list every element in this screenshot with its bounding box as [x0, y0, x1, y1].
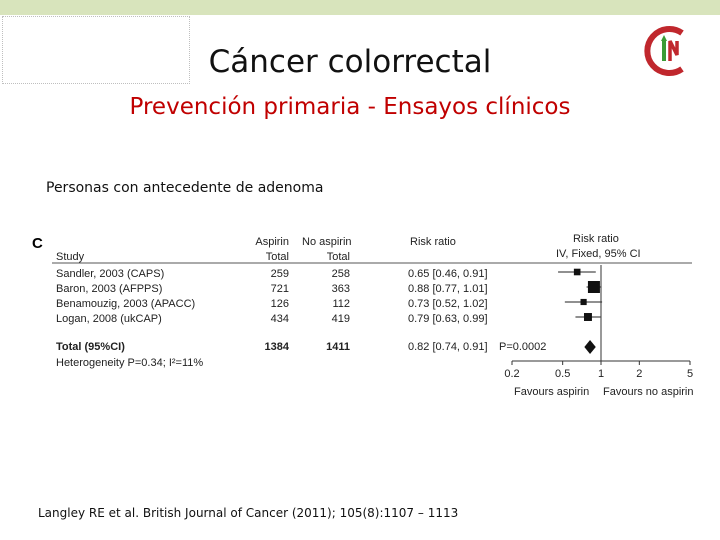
favours-left-label: Favours aspirin — [514, 386, 590, 398]
slide-title: Cáncer colorrectal — [208, 44, 492, 80]
x-tick-label: 1 — [597, 368, 605, 380]
header-group-b-sub: Total — [326, 251, 350, 263]
slide-subtitle: Prevención primaria - Ensayos clínicos — [129, 94, 571, 120]
study-name: Benamouzig, 2003 (APACC) — [56, 298, 196, 310]
pooled-estimate-diamond — [584, 340, 595, 354]
x-tick-label: 5 — [686, 368, 694, 380]
study-aspirin-total: 434 — [270, 313, 289, 325]
point-estimate-square — [581, 299, 587, 305]
total-aspirin: 1384 — [264, 341, 289, 353]
x-tick-label: 0.2 — [504, 368, 520, 380]
study-name: Sandler, 2003 (CAPS) — [56, 268, 165, 280]
study-name: Baron, 2003 (AFPPS) — [56, 283, 163, 295]
study-aspirin-total: 126 — [270, 298, 289, 310]
study-name: Logan, 2008 (ukCAP) — [56, 313, 162, 325]
favours-right-label: Favours no aspirin — [603, 386, 694, 398]
header-ratio-col2-line2: IV, Fixed, 95% CI — [556, 248, 641, 260]
x-tick-label: 2 — [636, 368, 643, 380]
point-estimate-square — [584, 313, 592, 321]
study-ci-text: 0.79 [0.63, 0.99] — [408, 313, 488, 325]
intro-text: Personas con antecedente de adenoma — [46, 180, 324, 196]
header-group-a: Aspirin — [255, 236, 289, 248]
header-ratio-col: Risk ratio — [410, 236, 456, 248]
study-ci-text: 0.88 [0.77, 1.01] — [408, 283, 488, 295]
header-ratio-col2-line1: Risk ratio — [573, 233, 619, 245]
total-ci-text: 0.82 [0.74, 0.91] — [408, 341, 488, 353]
study-no-aspirin-total: 419 — [331, 313, 350, 325]
panel-label: C — [32, 235, 43, 252]
study-no-aspirin-total: 258 — [331, 268, 350, 280]
study-ci-text: 0.65 [0.46, 0.91] — [408, 268, 488, 280]
study-no-aspirin-total: 112 — [332, 298, 350, 310]
x-tick-label: 0.5 — [555, 368, 571, 380]
total-no-aspirin: 1411 — [326, 341, 350, 353]
header-group-b: No aspirin — [302, 236, 352, 248]
study-aspirin-total: 259 — [270, 268, 289, 280]
study-no-aspirin-total: 363 — [331, 283, 350, 295]
citation: Langley RE et al. British Journal of Cancer (2011); 105(8):1107 – 1113 — [38, 506, 459, 520]
point-estimate-square — [588, 281, 600, 293]
header-group-a-sub: Total — [265, 251, 289, 263]
point-estimate-square — [574, 269, 581, 276]
total-label: Total (95%CI) — [56, 341, 125, 353]
header-study: Study — [56, 251, 85, 263]
study-aspirin-total: 721 — [270, 283, 289, 295]
study-ci-text: 0.73 [0.52, 1.02] — [408, 298, 488, 310]
overall-p-value: P=0.0002 — [499, 341, 547, 353]
heterogeneity-text: Heterogeneity P=0.34; I²=11% — [56, 357, 204, 369]
